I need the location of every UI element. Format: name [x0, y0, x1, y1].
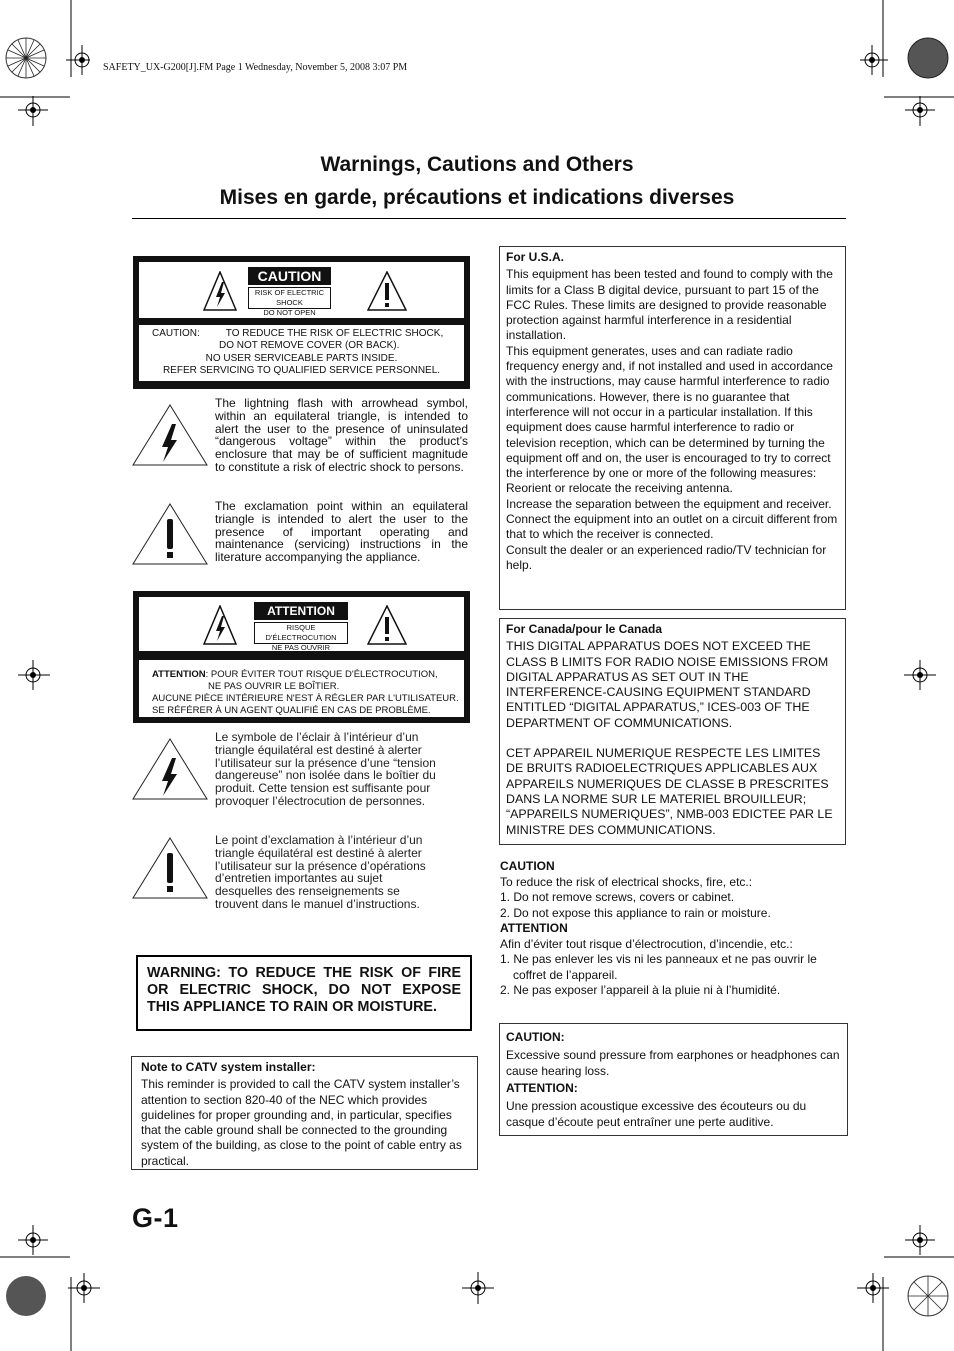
usa-fcc-box: [499, 246, 846, 610]
catv-note-box: [131, 1056, 478, 1170]
canada-paragraph-en: THIS DIGITAL APPARATUS DOES NOT EXCEED THE CLASS B LIMITS FOR RADIO NOISE EMISSIONS FROM DIGITAL APPARATUS AS SET OUT IN THE INTERFERENCE-CAUSING EQUIPMENT STANDARD ENTITLED “DIGITAL APPARATUS,” ICES-003 OF THE DEPARTMENT OF COMMUNICATIONS.: [506, 639, 829, 730]
usa-measure-4: Consult the dealer or an experienced radio/TV technician for help.: [506, 542, 827, 572]
attention-list-heading: ATTENTION: [500, 921, 568, 935]
catv-heading: Note to CATV system installer:: [141, 1060, 316, 1074]
sound-body-fr: Une pression acoustique excessive des écouteurs ou du casque d’écoute peut entraîner une perte auditive.: [506, 1099, 807, 1129]
exclamation-symbol-text-fr: Le point d’exclamation à l’intérieur d’un triangle équilatéral est destiné à alerter l’utilisateur sur la présence d’opérations d’entretien importantes au sujet desquelles des renseignements se trouvent dans le manuel d’instructions.: [215, 833, 426, 911]
usa-measure-3: Connect the equipment into an outlet on a circuit different from that to which the receiver is connected.: [506, 512, 838, 542]
registration-mark-top-left: [0, 0, 90, 130]
canada-paragraph-fr: CET APPAREIL NUMERIQUE RESPECTE LES LIMITES DE BRUITS RADIOELECTRIQUES APPLICABLES AUX APPAREILS NUMERIQUES DE CLASSE B PRESCRITES DANS LA NORME SUR LE MATERIEL BROUILLEUR; “APPAREILS NUMERIQUES”, NMB-003 EDICTEE PAR LE MINISTRE DES COMMUNICATIONS.: [506, 746, 833, 837]
lightning-triangle-icon: [203, 605, 237, 645]
attention-line-1: ATTENTION: POUR ÉVITER TOUT RISQUE D'ÉLECTROCUTION,: [152, 669, 438, 680]
page-title-fr: Mises en garde, précautions et indications diverses: [219, 186, 735, 209]
attention-label: ATTENTION: [254, 602, 348, 620]
caution-label: CAUTION: [248, 267, 331, 285]
page-title-en: Warnings, Cautions and Others: [320, 153, 634, 176]
usa-measure-1: Reorient or relocate the receiving antenna.: [506, 481, 733, 496]
attention-line-2: NE PAS OUVRIR LE BOÎTIER.: [208, 681, 340, 692]
caution-line-4: REFER SERVICING TO QUALIFIED SERVICE PERSONNEL.: [162, 364, 441, 376]
sound-heading: CAUTION:: [506, 1030, 565, 1044]
exclamation-triangle-icon: [132, 503, 208, 565]
caution-label-panel: [133, 256, 470, 389]
lightning-triangle-icon: [132, 404, 208, 466]
lightning-symbol-text-en: The lightning flash with arrowhead symbol, within an equilateral triangle, is intended to alert the user to the presence of uninsulated “dangerous voltage” within the product’s enclosure that may be of sufficient magnitude to constitute a risk of electric shock to persons.: [215, 396, 468, 474]
caution-panel-top: [139, 262, 464, 318]
registration-mark-top-right: [860, 0, 954, 130]
attention-line-3: AUCUNE PIÈCE INTÉRIEURE N'EST À RÉGLER PAR L'UTILISATEUR.: [152, 693, 459, 704]
caution-sub-label: [248, 287, 331, 317]
canada-heading: For Canada/pour le Canada: [506, 622, 663, 636]
exclamation-symbol-text-en: The exclamation point within an equilateral triangle is intended to alert the user to the presence of important operating and maintenance (servicing) instructions in the literature accompanying the appliance.: [215, 499, 468, 565]
attention-sub-line-1: RISQUE D'ÉLECTROCUTION: [265, 623, 337, 642]
attention-sub-line-2: NE PAS OUVRIR: [271, 643, 331, 652]
caution-line-1: CAUTION: TO REDUCE THE RISK OF ELECTRIC SHOCK,: [152, 328, 444, 339]
page-number: G-1: [132, 1203, 179, 1233]
attention-line-4: SE RÉFÉRER À UN AGENT QUALIFIÉ EN CAS DE PROBLÈME.: [152, 705, 431, 716]
warning-box: [136, 955, 472, 1031]
sound-pressure-box: [499, 1023, 848, 1136]
lightning-triangle-icon: [132, 738, 208, 800]
caution-list-heading: CAUTION: [500, 859, 555, 873]
sound-body: Excessive sound pressure from earphones or headphones can cause hearing loss.: [506, 1048, 840, 1078]
warning-text: WARNING: TO REDUCE THE RISK OF FIRE OR ELECTRIC SHOCK, DO NOT EXPOSE THIS APPLIANCE TO RAIN OR MOISTURE.: [147, 965, 461, 1015]
caution-panel-text: [139, 325, 464, 381]
lightning-triangle-icon: [203, 271, 237, 311]
attention-panel-top: [139, 597, 464, 651]
lightning-symbol-text-fr: Le symbole de l’éclair à l’intérieur d’un triangle équilatéral est destiné à alerter l’utilisateur sur la présence d’une “tension dangereuse” non isolée dans le boîtier du produit. Cette tension est suffisante pour provoquer l’électrocution de personnes.: [215, 730, 436, 808]
usa-measure-2: Increase the separation between the equipment and receiver.: [506, 496, 832, 511]
caution-list: [500, 859, 845, 999]
registration-mark-bottom-left: [0, 1220, 100, 1351]
exclamation-triangle-icon: [367, 605, 407, 645]
registration-mark-mid-left: [18, 660, 58, 690]
caution-sub-line-2: DO NOT OPEN: [263, 308, 316, 317]
exclamation-triangle-icon: [132, 837, 208, 899]
usa-paragraph-2: This equipment generates, uses and can radiate radio frequency energy and, if not installed and used in accordance with the instructions, may cause harmful interference to radio communications. However, there is no guarantee that interference will not occur in a particular installation. If this equipment does cause harmful interference to radio or television reception, which can be determined by turning the equipment off and on, the user is encouraged to try to correct the interference by one or more of the following measures:: [506, 343, 833, 481]
registration-mark-mid-right: [900, 660, 940, 690]
attention-label-panel: [133, 591, 470, 723]
usa-heading: For U.S.A.: [506, 250, 565, 264]
title-rule: [132, 218, 846, 219]
caution-line-3: NO USER SERVICEABLE PARTS INSIDE.: [205, 352, 398, 364]
attention-list-item-1: 1. Ne pas enlever les vis ni les panneaux et ne pas ouvrir le coffret de l’appareil.: [500, 952, 817, 982]
attention-panel-text: [139, 660, 464, 717]
caution-list-item-2: 2. Do not expose this appliance to rain or moisture.: [500, 905, 771, 920]
registration-mark-bottom-center: [460, 1272, 496, 1306]
caution-sub-line-1: RISK OF ELECTRIC SHOCK: [254, 288, 325, 307]
attention-list-intro: Afin d’éviter tout risque d’électrocution, d’incendie, etc.:: [500, 936, 793, 951]
sound-heading-fr: ATTENTION:: [506, 1081, 578, 1095]
catv-body: This reminder is provided to call the CATV system installer’s attention to section 820-40 of the NEC which provides guidelines for proper grounding and, in particular, specifies that the cable ground shall be connected to the grounding system of the building, as close to the point of cable entry as practical.: [141, 1077, 462, 1168]
caution-list-intro: To reduce the risk of electrical shocks, fire, etc.:: [500, 874, 753, 889]
usa-paragraph-1: This equipment has been tested and found to comply with the limits for a Class B digital device, pursuant to part 15 of the FCC Rules. These limits are designed to provide reasonable protection against harmful interference in a residential installation.: [506, 267, 833, 343]
exclamation-triangle-icon: [367, 271, 407, 311]
attention-sub-label: [254, 622, 348, 652]
caution-line-2: DO NOT REMOVE COVER (OR BACK).: [219, 340, 400, 352]
file-slug: SAFETY_UX-G200[J].FM Page 1 Wednesday, November 5, 2008 3:07 PM: [103, 62, 408, 73]
canada-box: [499, 618, 846, 845]
attention-list-item-2: 2. Ne pas exposer l’appareil à la pluie ni à l’humidité.: [500, 983, 781, 997]
registration-mark-bottom-right: [855, 1220, 954, 1351]
caution-list-item-1: 1. Do not remove screws, covers or cabinet.: [500, 890, 735, 904]
